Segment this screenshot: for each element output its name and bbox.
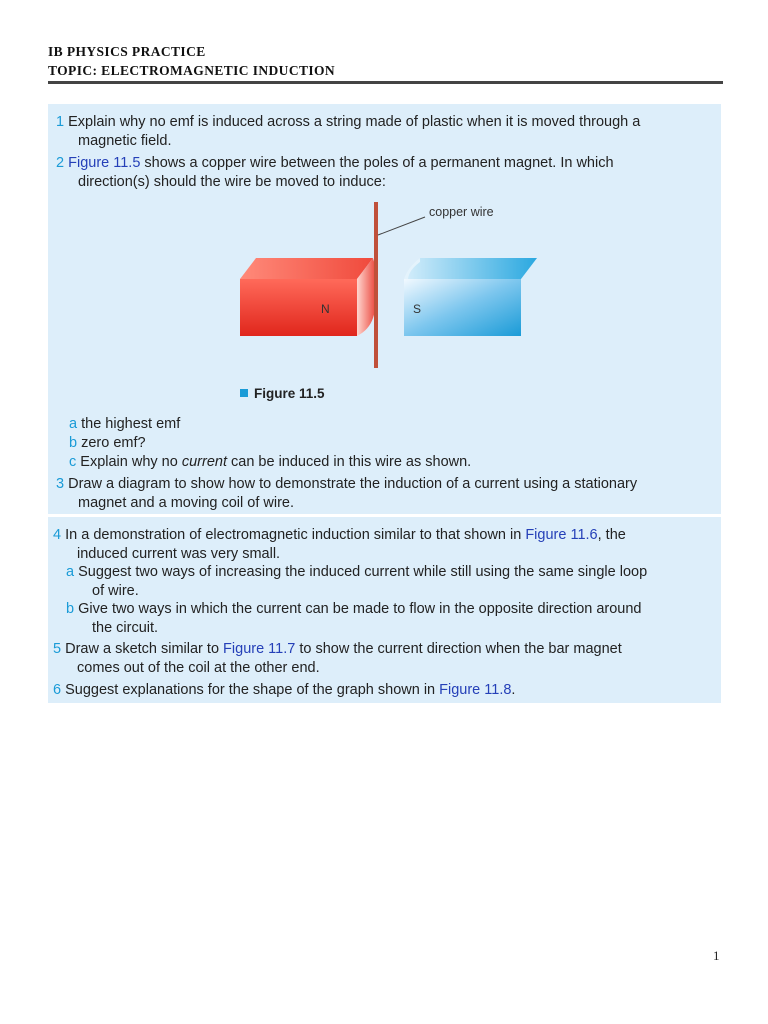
question-text-cont: magnetic field.: [78, 133, 172, 149]
part-label: a: [69, 416, 78, 432]
part-label: b: [66, 601, 75, 617]
question-4: [53, 526, 703, 564]
south-magnet: [404, 258, 537, 336]
part-text: Suggest two ways of increasing the induced current while still using the same single loop: [74, 564, 648, 580]
part-text: zero emf?: [77, 435, 146, 451]
figure-link[interactable]: Figure 11.6: [525, 527, 598, 543]
question-2: [56, 154, 706, 192]
question-text: Suggest explanations for the shape of the graph shown in: [61, 682, 440, 698]
header-title: IB PHYSICS PRACTICE: [48, 44, 206, 59]
caption-text: Figure 11.5: [254, 386, 325, 401]
part-text: the highest emf: [77, 416, 181, 432]
question-number: 4: [53, 527, 62, 543]
question-box-1: [48, 104, 721, 514]
figure-link[interactable]: Figure 11.5: [68, 155, 141, 171]
part-label: a: [66, 564, 75, 580]
question-text: to show the current direction when the bar magnet: [295, 641, 622, 657]
part-text: Give two ways in which the current can be made to flow in the opposite direction around: [74, 601, 642, 617]
page-number: 1: [713, 948, 720, 963]
magnet-wire-figure: [223, 200, 543, 400]
figure-link[interactable]: Figure 11.7: [223, 641, 296, 657]
question-number: 2: [56, 155, 65, 171]
north-magnet: [240, 258, 378, 336]
question-number: 5: [53, 641, 62, 657]
wire-leader-line: [378, 217, 425, 235]
wire-label: copper wire: [429, 205, 494, 219]
question-text-cont: comes out of the coil at the other end.: [77, 660, 320, 676]
question-text: .: [511, 682, 516, 698]
question-text: Explain why no emf is induced across a string made of plastic when it is moved through a: [68, 114, 641, 130]
north-label: N: [321, 302, 330, 316]
question-number: 3: [56, 476, 65, 492]
part-label: c: [69, 454, 77, 470]
page-header: [48, 42, 723, 80]
header-topic: TOPIC: ELECTROMAGNETIC INDUCTION: [48, 63, 336, 78]
part-text-cont: of wire.: [92, 583, 139, 599]
question-5: [53, 640, 703, 678]
question-1: [56, 113, 706, 151]
caption-square-icon: [240, 389, 248, 397]
part-text-emphasis: current: [181, 454, 227, 470]
question-2b: [69, 434, 709, 453]
part-text: Explain why no: [76, 454, 182, 470]
copper-wire: [374, 202, 378, 368]
question-2c: [69, 453, 709, 472]
question-text: In a demonstration of electromagnetic induction similar to that shown in: [61, 527, 526, 543]
question-6: [53, 681, 703, 700]
question-text: , the: [597, 527, 626, 543]
south-label: S: [413, 302, 422, 316]
question-text-cont: magnet and a moving coil of wire.: [78, 495, 294, 511]
question-2a: [69, 415, 709, 434]
part-text: can be induced in this wire as shown.: [226, 454, 472, 470]
question-text: Draw a sketch similar to: [61, 641, 224, 657]
question-4a: [66, 563, 706, 601]
figure-link[interactable]: Figure 11.8: [439, 682, 512, 698]
header-rule: [48, 81, 723, 84]
question-number: 6: [53, 682, 62, 698]
part-text-cont: the circuit.: [92, 620, 159, 636]
question-box-2: [48, 517, 721, 703]
question-text: Draw a diagram to show how to demonstrate the induction of a current using a stationary: [68, 476, 638, 492]
part-label: b: [69, 435, 78, 451]
question-text-cont: direction(s) should the wire be moved to induce:: [78, 174, 386, 190]
question-4b: [66, 600, 706, 638]
question-3: [56, 475, 706, 513]
figure-caption: [240, 384, 325, 403]
question-number: 1: [56, 114, 65, 130]
question-text: shows a copper wire between the poles of a permanent magnet. In which: [140, 155, 614, 171]
question-text-cont: induced current was very small.: [77, 546, 281, 562]
